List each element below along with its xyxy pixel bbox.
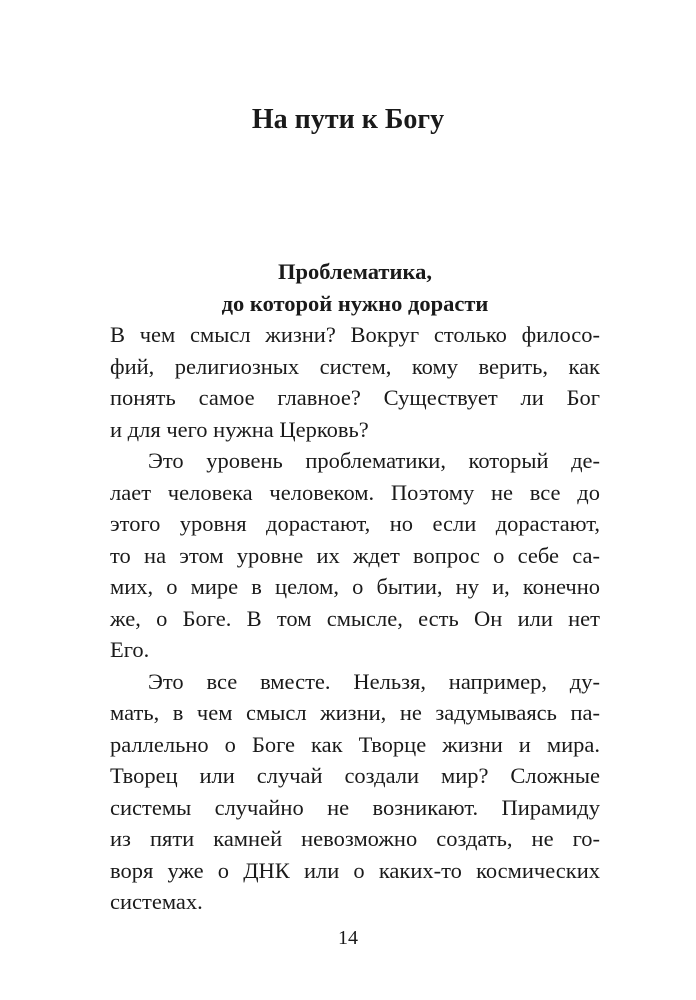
section-heading (110, 256, 600, 319)
page-number: 14 (338, 927, 358, 949)
text-line: из пяти камней невозможно создать, не го- (110, 826, 600, 851)
text-line: то на этом уровне их ждет вопрос о себе са- (110, 542, 600, 568)
text-line: воря уже о ДНК или о каких-то космических (110, 857, 600, 883)
text-line: мать, в чем смысл жизни, не задумываясь па- (110, 700, 600, 725)
text-line: и для чего нужна Церковь? (110, 416, 369, 442)
text-line: раллельно о Боге как Творце жизни и мира. (110, 731, 600, 757)
text-line: Это все вместе. Нельзя, например, ду- (148, 668, 600, 694)
text-line: системах. (110, 889, 203, 914)
section-heading-line-1: Проблематика, (278, 259, 432, 284)
text-line: В чем смысл жизни? Вокруг столько филосо- (110, 322, 600, 347)
text-line: этого уровня дорастают, но если дорастают, (110, 511, 600, 536)
text-line: системы случайно не возникают. Пирамиду (110, 794, 600, 820)
text-line: фий, религиозных систем, кому верить, как (110, 353, 600, 379)
section-heading-line-2: до которой нужно дорасти (221, 290, 489, 316)
text-line: же, о Боге. В том смысле, есть Он или нет (110, 605, 600, 631)
text-line: понять самое главное? Существует ли Бог (110, 385, 600, 410)
text-line: Это уровень проблематики, который де- (148, 448, 600, 473)
body-text (110, 319, 600, 918)
text-line: мих, о мире в целом, о бытии, ну и, конечно (110, 574, 600, 599)
text-line: Творец или случай создали мир? Сложные (110, 763, 600, 788)
text-line: лает человека человеком. Поэтому не все до (110, 479, 600, 505)
chapter-title: На пути к Богу (251, 104, 445, 135)
text-line: Его. (110, 637, 150, 662)
